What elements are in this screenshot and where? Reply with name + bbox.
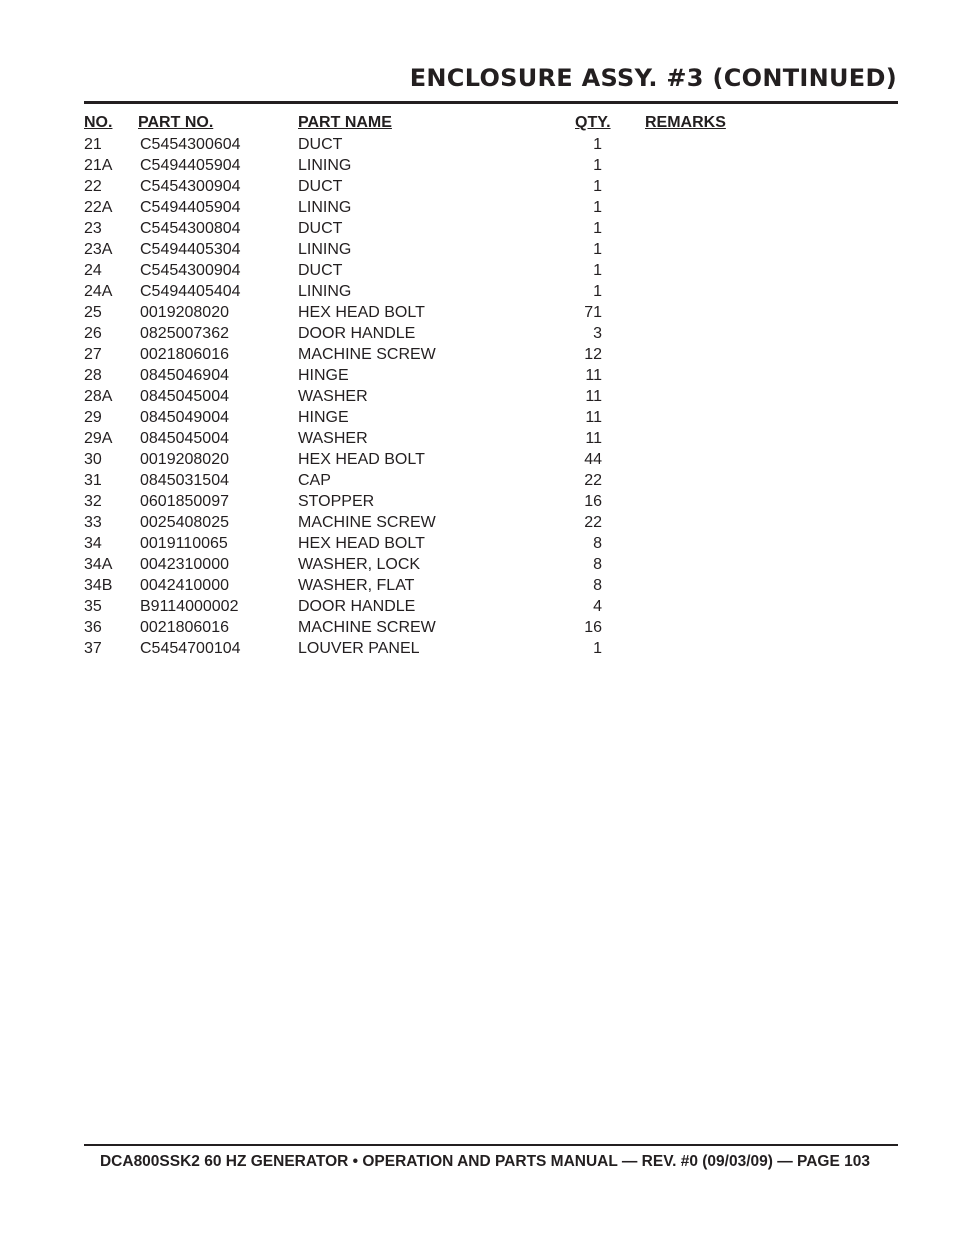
cell-qty: 1 [593,136,602,153]
cell-qty: 11 [585,409,602,426]
cell-part-no: 0845049004 [140,409,229,426]
cell-qty: 11 [585,367,602,384]
table-row [0,176,954,197]
cell-part-no: 0019208020 [140,304,229,321]
page-footer: DCA800SSK2 60 HZ GENERATOR • OPERATION AND PARTS MANUAL — REV. #0 (09/03/09) — PAGE 103 [99,1153,870,1170]
cell-part-name: DOOR HANDLE [298,598,416,615]
cell-part-name: MACHINE SCREW [298,346,436,363]
cell-qty: 1 [593,241,602,258]
cell-part-no: 0021806016 [140,346,229,363]
cell-qty: 44 [584,451,602,468]
cell-no: 34A [84,556,113,573]
cell-part-no: C5454300904 [140,262,241,279]
cell-no: 33 [84,514,102,531]
cell-no: 22A [84,199,113,216]
table-row [0,365,954,386]
table-row [0,260,954,281]
cell-part-no: 0601850097 [140,493,229,510]
page-title: ENCLOSURE ASSY. #3 (CONTINUED) [409,64,897,92]
table-row [0,302,954,323]
cell-qty: 3 [593,325,602,342]
cell-no: 29A [84,430,113,447]
cell-part-no: 0042310000 [140,556,229,573]
cell-no: 24 [84,262,102,279]
cell-no: 26 [84,325,102,342]
footer-divider [84,1144,898,1146]
table-row [0,197,954,218]
table-row [0,155,954,176]
table-row [0,512,954,533]
column-header-part-name: PART NAME [298,114,392,131]
cell-qty: 12 [584,346,602,363]
table-row [0,239,954,260]
column-header-part-no: PART NO. [138,114,214,131]
cell-no: 37 [84,640,102,657]
cell-part-name: HEX HEAD BOLT [298,451,425,468]
cell-qty: 71 [584,304,602,321]
cell-no: 34B [84,577,113,594]
cell-part-no: 0021806016 [140,619,229,636]
cell-part-name: LOUVER PANEL [298,640,420,657]
cell-part-no: 0019110065 [140,535,228,552]
cell-part-no: C5454300804 [140,220,241,237]
table-row [0,281,954,302]
column-header-qty: QTY. [575,114,611,131]
cell-qty: 1 [593,178,602,195]
cell-part-no: C5454300604 [140,136,241,153]
cell-part-name: WASHER, FLAT [298,577,415,594]
cell-part-name: WASHER, LOCK [298,556,421,573]
cell-part-no: C5494405904 [140,199,241,216]
cell-part-name: LINING [298,157,352,174]
cell-part-name: LINING [298,199,352,216]
cell-qty: 8 [593,556,602,573]
cell-part-no: 0042410000 [140,577,229,594]
cell-no: 31 [84,472,102,489]
cell-part-name: STOPPER [298,493,375,510]
cell-part-no: B9114000002 [140,598,239,615]
cell-part-no: 0845031504 [140,472,229,489]
table-body [0,134,954,659]
table-row [0,533,954,554]
cell-part-no: 0025408025 [140,514,229,531]
cell-part-no: 0825007362 [140,325,229,342]
cell-part-name: WASHER [298,388,368,405]
table-row [0,449,954,470]
table-row [0,428,954,449]
cell-qty: 1 [593,199,602,216]
header-divider [84,101,898,104]
cell-qty: 11 [585,430,602,447]
cell-part-no: 0845045004 [140,430,229,447]
cell-part-no: 0845046904 [140,367,229,384]
cell-no: 35 [84,598,102,615]
cell-part-name: HINGE [298,367,349,384]
cell-part-no: C5494405304 [140,241,241,258]
cell-part-no: C5454300904 [140,178,241,195]
table-row [0,575,954,596]
table-row [0,344,954,365]
cell-part-name: WASHER [298,430,368,447]
cell-qty: 1 [593,283,602,300]
cell-qty: 11 [585,388,602,405]
cell-part-name: DOOR HANDLE [298,325,416,342]
cell-part-no: C5494405904 [140,157,241,174]
cell-qty: 8 [593,535,602,552]
table-row [0,218,954,239]
cell-qty: 22 [584,472,602,489]
cell-part-name: DUCT [298,262,343,279]
table-row [0,470,954,491]
cell-part-no: 0019208020 [140,451,229,468]
cell-no: 29 [84,409,102,426]
cell-part-name: LINING [298,241,352,258]
cell-part-no: C5454700104 [140,640,241,657]
cell-part-name: HEX HEAD BOLT [298,535,425,552]
cell-no: 28A [84,388,113,405]
table-row [0,638,954,659]
cell-no: 23 [84,220,102,237]
cell-qty: 1 [593,157,602,174]
cell-qty: 4 [593,598,602,615]
cell-qty: 22 [584,514,602,531]
cell-no: 32 [84,493,102,510]
cell-no: 24A [84,283,113,300]
table-row [0,617,954,638]
cell-part-name: HINGE [298,409,349,426]
cell-qty: 16 [584,493,602,510]
cell-no: 21 [84,136,102,153]
cell-no: 25 [84,304,102,321]
cell-part-no: 0845045004 [140,388,229,405]
cell-qty: 1 [593,262,602,279]
table-row [0,491,954,512]
cell-no: 30 [84,451,102,468]
table-row [0,134,954,155]
column-header-no: NO. [84,114,113,131]
cell-part-name: DUCT [298,136,343,153]
cell-part-name: DUCT [298,220,343,237]
cell-part-name: DUCT [298,178,343,195]
table-row [0,407,954,428]
cell-qty: 1 [593,220,602,237]
cell-part-name: MACHINE SCREW [298,619,436,636]
table-row [0,323,954,344]
cell-no: 23A [84,241,113,258]
table-row [0,596,954,617]
cell-part-name: HEX HEAD BOLT [298,304,425,321]
table-row [0,386,954,407]
cell-no: 27 [84,346,102,363]
cell-no: 22 [84,178,102,195]
cell-no: 36 [84,619,102,636]
cell-no: 34 [84,535,102,552]
column-header-remarks: REMARKS [645,114,726,131]
cell-part-no: C5494405404 [140,283,241,300]
cell-part-name: LINING [298,283,352,300]
cell-qty: 8 [593,577,602,594]
table-row [0,554,954,575]
cell-qty: 1 [593,640,602,657]
cell-no: 28 [84,367,102,384]
cell-qty: 16 [584,619,602,636]
cell-no: 21A [84,157,113,174]
cell-part-name: MACHINE SCREW [298,514,436,531]
cell-part-name: CAP [298,472,331,489]
